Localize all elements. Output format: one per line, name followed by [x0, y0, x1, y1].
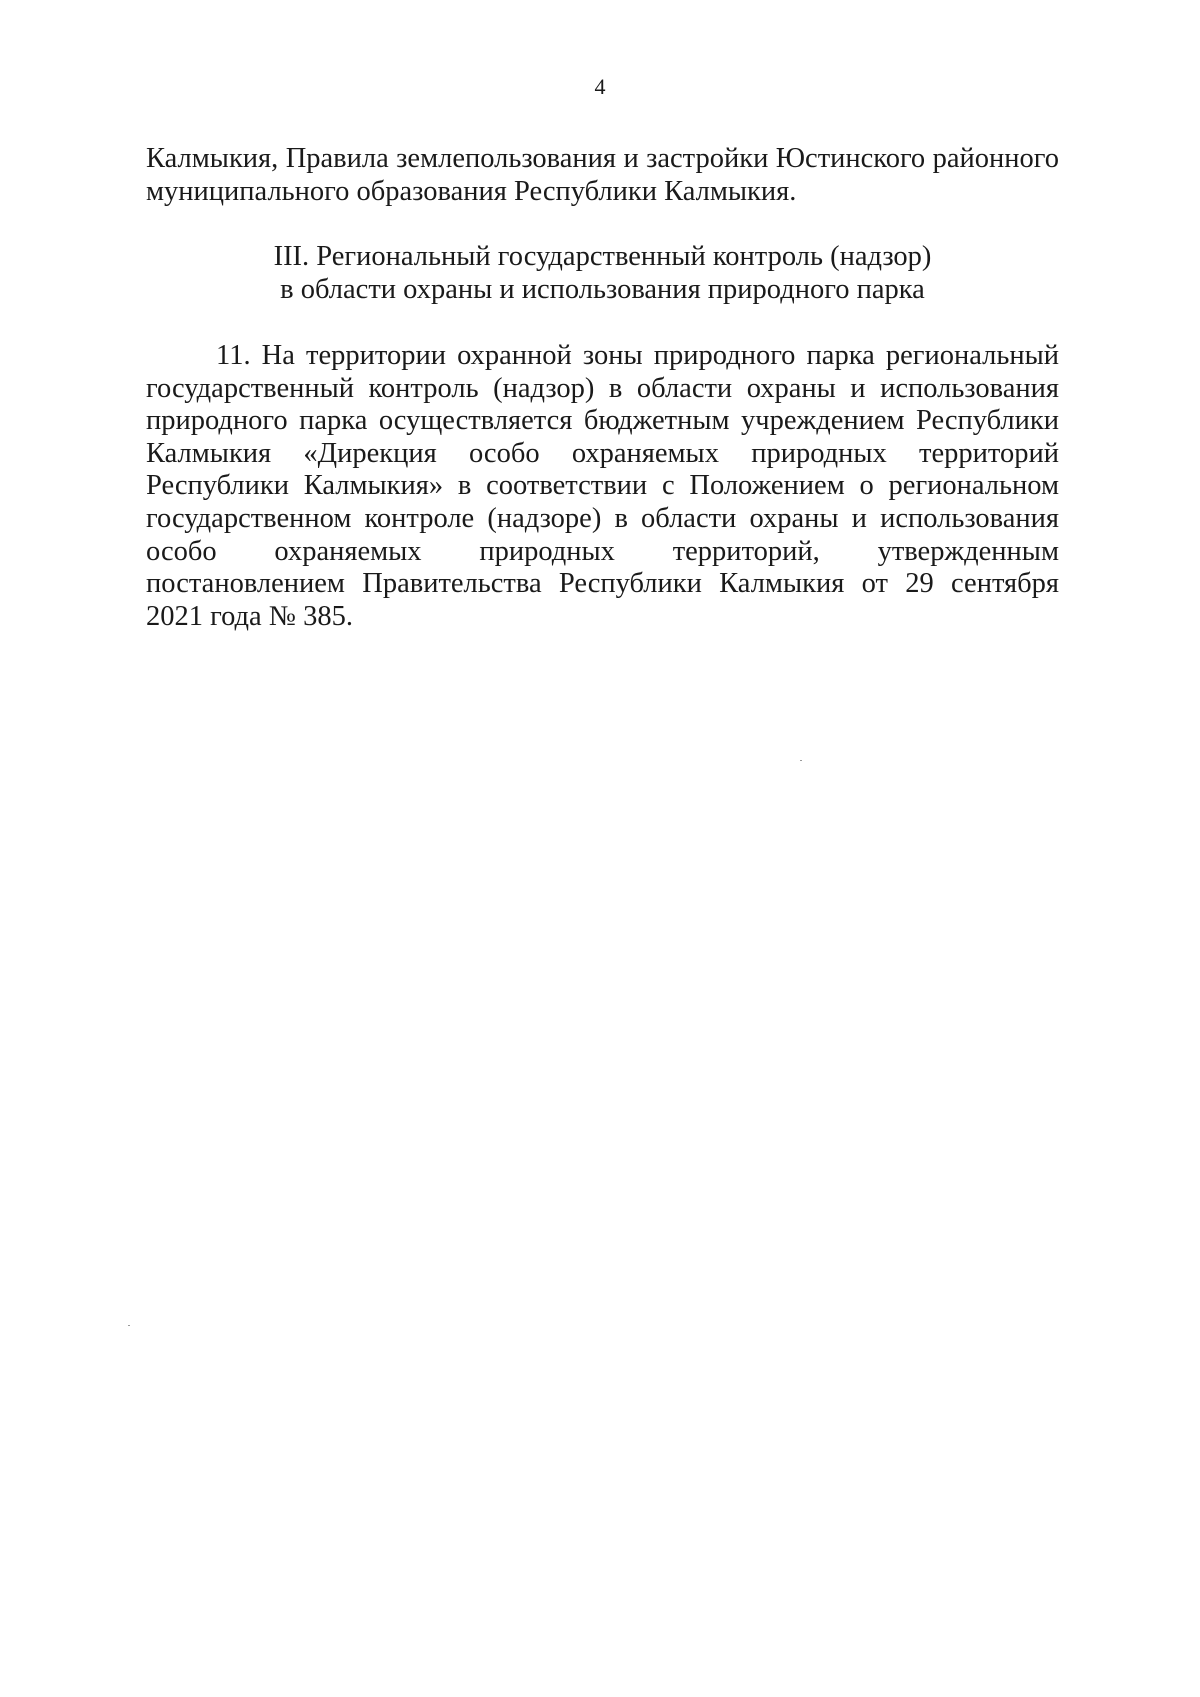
section-heading-line-2: в области охраны и использования природного парка: [280, 273, 925, 305]
section-heading-line-1: III. Региональный государственный контроль (надзор): [273, 241, 932, 272]
section-heading: [146, 241, 1059, 306]
page-number: 4: [594, 74, 606, 99]
scan-speck: [800, 760, 802, 761]
scan-speck: [128, 1325, 130, 1326]
continuation-paragraph: Калмыкия, Правила землепользования и застройки Юстинского районного муниципального образования Республики Калмыкия.: [146, 143, 1059, 207]
paragraph-11: 11. На территории охранной зоны природного парка региональный государственный контроль (надзор) в области охраны и использования природного парка осуществляется бюджетным учреждением Республики Калмыкия «Дирекция особо охраняемых природных территорий Республики Калмыкия» в соответствии с Положением о региональном государственном контроле (надзоре) в области охраны и использования особо охраняемых природных территорий, утвержденным постановлением Правительства Республики Калмыкия от 29 сентября 2021 года № 385.: [146, 340, 1059, 632]
